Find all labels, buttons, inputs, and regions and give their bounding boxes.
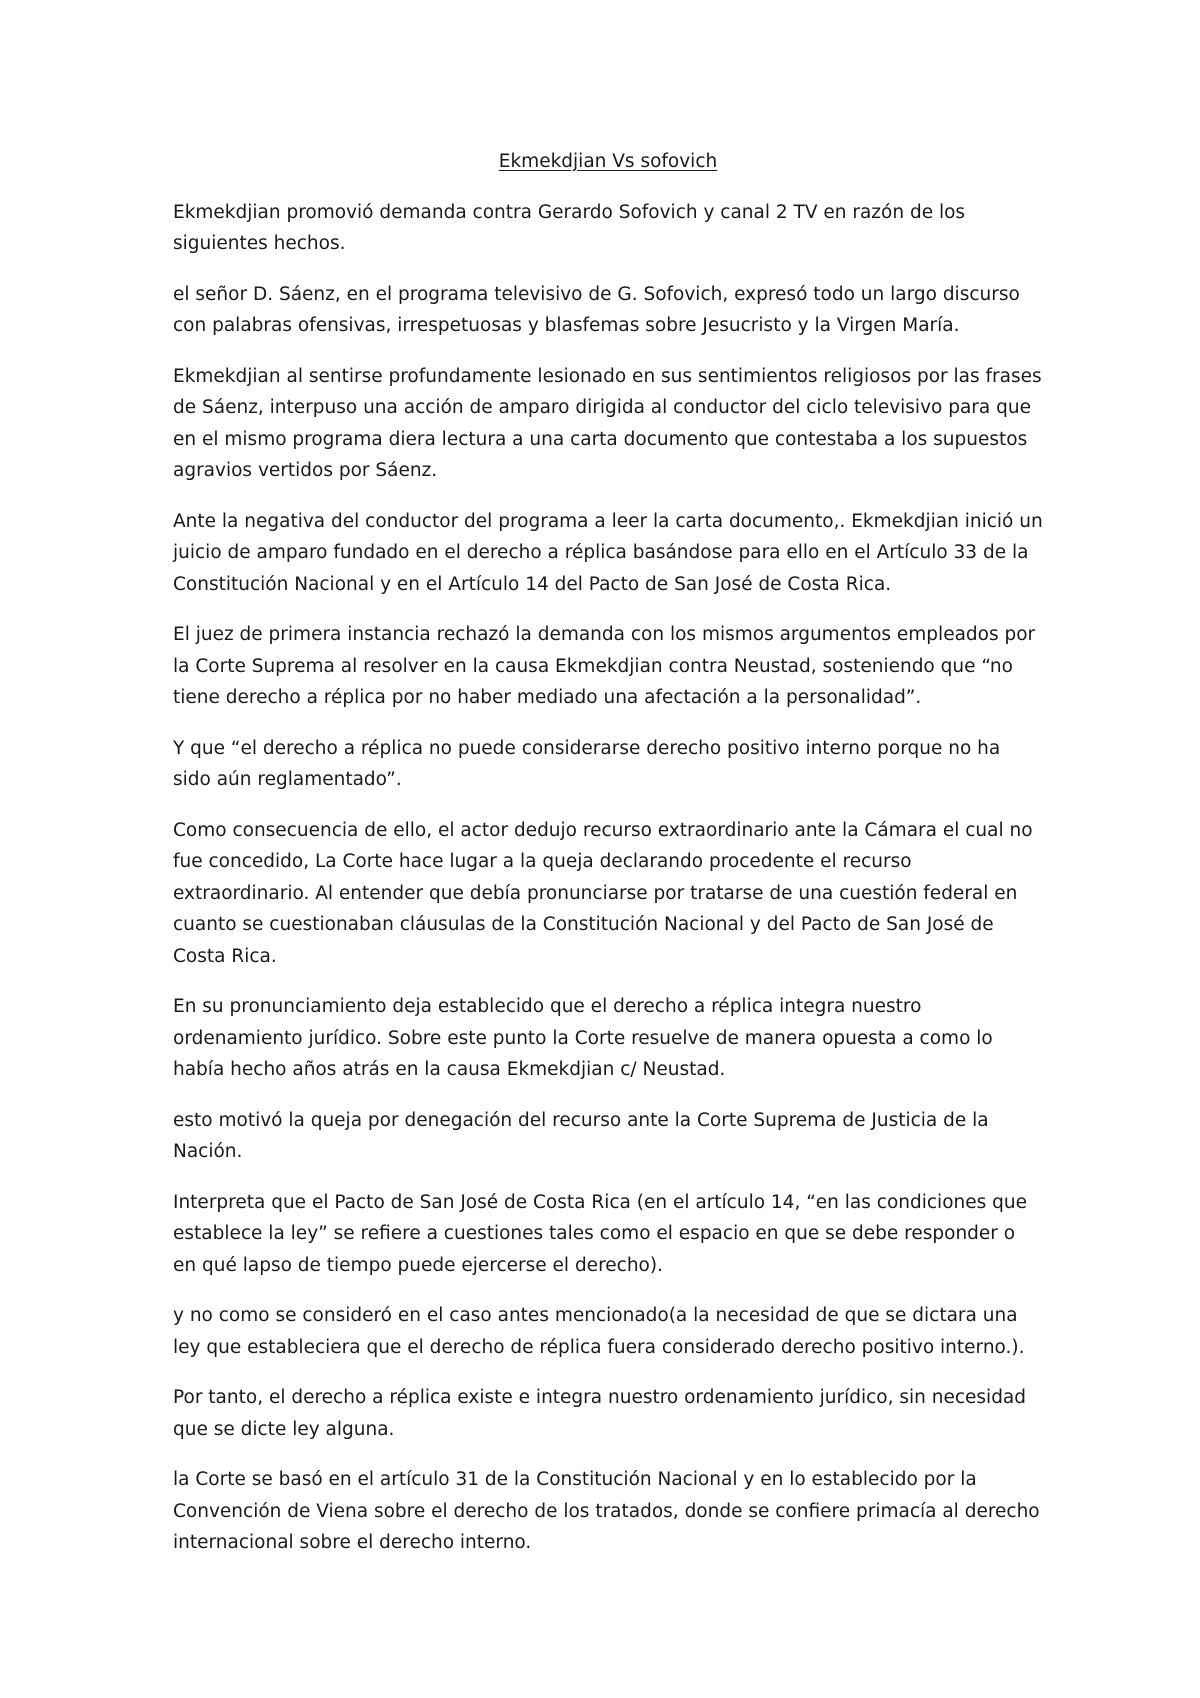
paragraph-12: Por tanto, el derecho a réplica existe e integra nuestro ordenamiento jurídico, sin necesidad que se dicte ley alguna. [173,1387,1027,1440]
paragraph-3: Ekmekdjian al sentirse profundamente lesionado en sus sentimientos religiosos por las frases de Sáenz, interpuso una acción de amparo dirigida al conductor del ciclo televisivo para que en el mismo programa diera lectura a una carta documento que contestaba a los supuestos agravios vertidos por Sáenz. [173,365,1042,481]
paragraph-7: Como consecuencia de ello, el actor dedujo recurso extraordinario ante la Cámara el cual no fue concedido, La Corte hace lugar a la queja declarando procedente el recurso extraordinario. Al entender que debía pronunciarse por tratarse de una cuestión federal en cuanto se cuestionaban cláusulas de la Constitución Nacional y del Pacto de San José de Costa Rica. [173,819,1033,967]
paragraph-4: Ante la negativa del conductor del programa a leer la carta documento,. Ekmekdjian inició un juicio de amparo fundado en el derecho a réplica basándose para ello en el Artículo 33 de la Constitución Nacional y en el Artículo 14 del Pacto de San José de Costa Rica. [173,510,1043,595]
paragraph-13: la Corte se basó en el artículo 31 de la Constitución Nacional y en lo establecido por la Convención de Viena sobre el derecho de los tratados, donde se confiere primacía al derecho internacional sobre el derecho interno. [173,1469,1040,1553]
document-title: Ekmekdjian Vs sofovich [498,151,718,172]
document-body [173,146,1043,1578]
paragraph-11: y no como se consideró en el caso antes mencionado(a la necesidad de que se dictara una ley que estableciera que el derecho de réplica fuera considerado derecho positivo interno.). [173,1305,1025,1358]
paragraph-10: Interpreta que el Pacto de San José de Costa Rica (en el artículo 14, “en las condiciones que establece la ley” se refiere a cuestiones tales como el espacio en que se debe responder o en qué lapso de tiempo puede ejercerse el derecho). [173,1191,1027,1276]
paragraph-5: El juez de primera instancia rechazó la demanda con los mismos argumentos empleados por la Corte Suprema al resolver en la causa Ekmekdjian contra Neustad, sosteniendo que “no tiene derecho a réplica por no haber mediado una afectación a la personalidad”. [173,624,1036,708]
paragraph-6: Y que “el derecho a réplica no puede considerarse derecho positivo interno porque no ha sido aún reglamentado”. [173,737,1001,790]
paragraph-8: En su pronunciamiento deja establecido que el derecho a réplica integra nuestro ordenamiento jurídico. Sobre este punto la Corte resuelve de manera opuesta a como lo había hecho años atrás en la causa Ekmekdjian c/ Neustad. [173,996,993,1080]
paragraph-9: esto motivó la queja por denegación del recurso ante la Corte Suprema de Justicia de la Nación. [173,1109,989,1162]
paragraph-1: Ekmekdjian promovió demanda contra Gerardo Sofovich y canal 2 TV en razón de los siguientes hechos. [173,201,966,254]
paragraph-2: el señor D. Sáenz, en el programa televisivo de G. Sofovich, expresó todo un largo discurso con palabras ofensivas, irrespetuosas y blasfemas sobre Jesucristo y la Virgen María. [173,283,1020,336]
